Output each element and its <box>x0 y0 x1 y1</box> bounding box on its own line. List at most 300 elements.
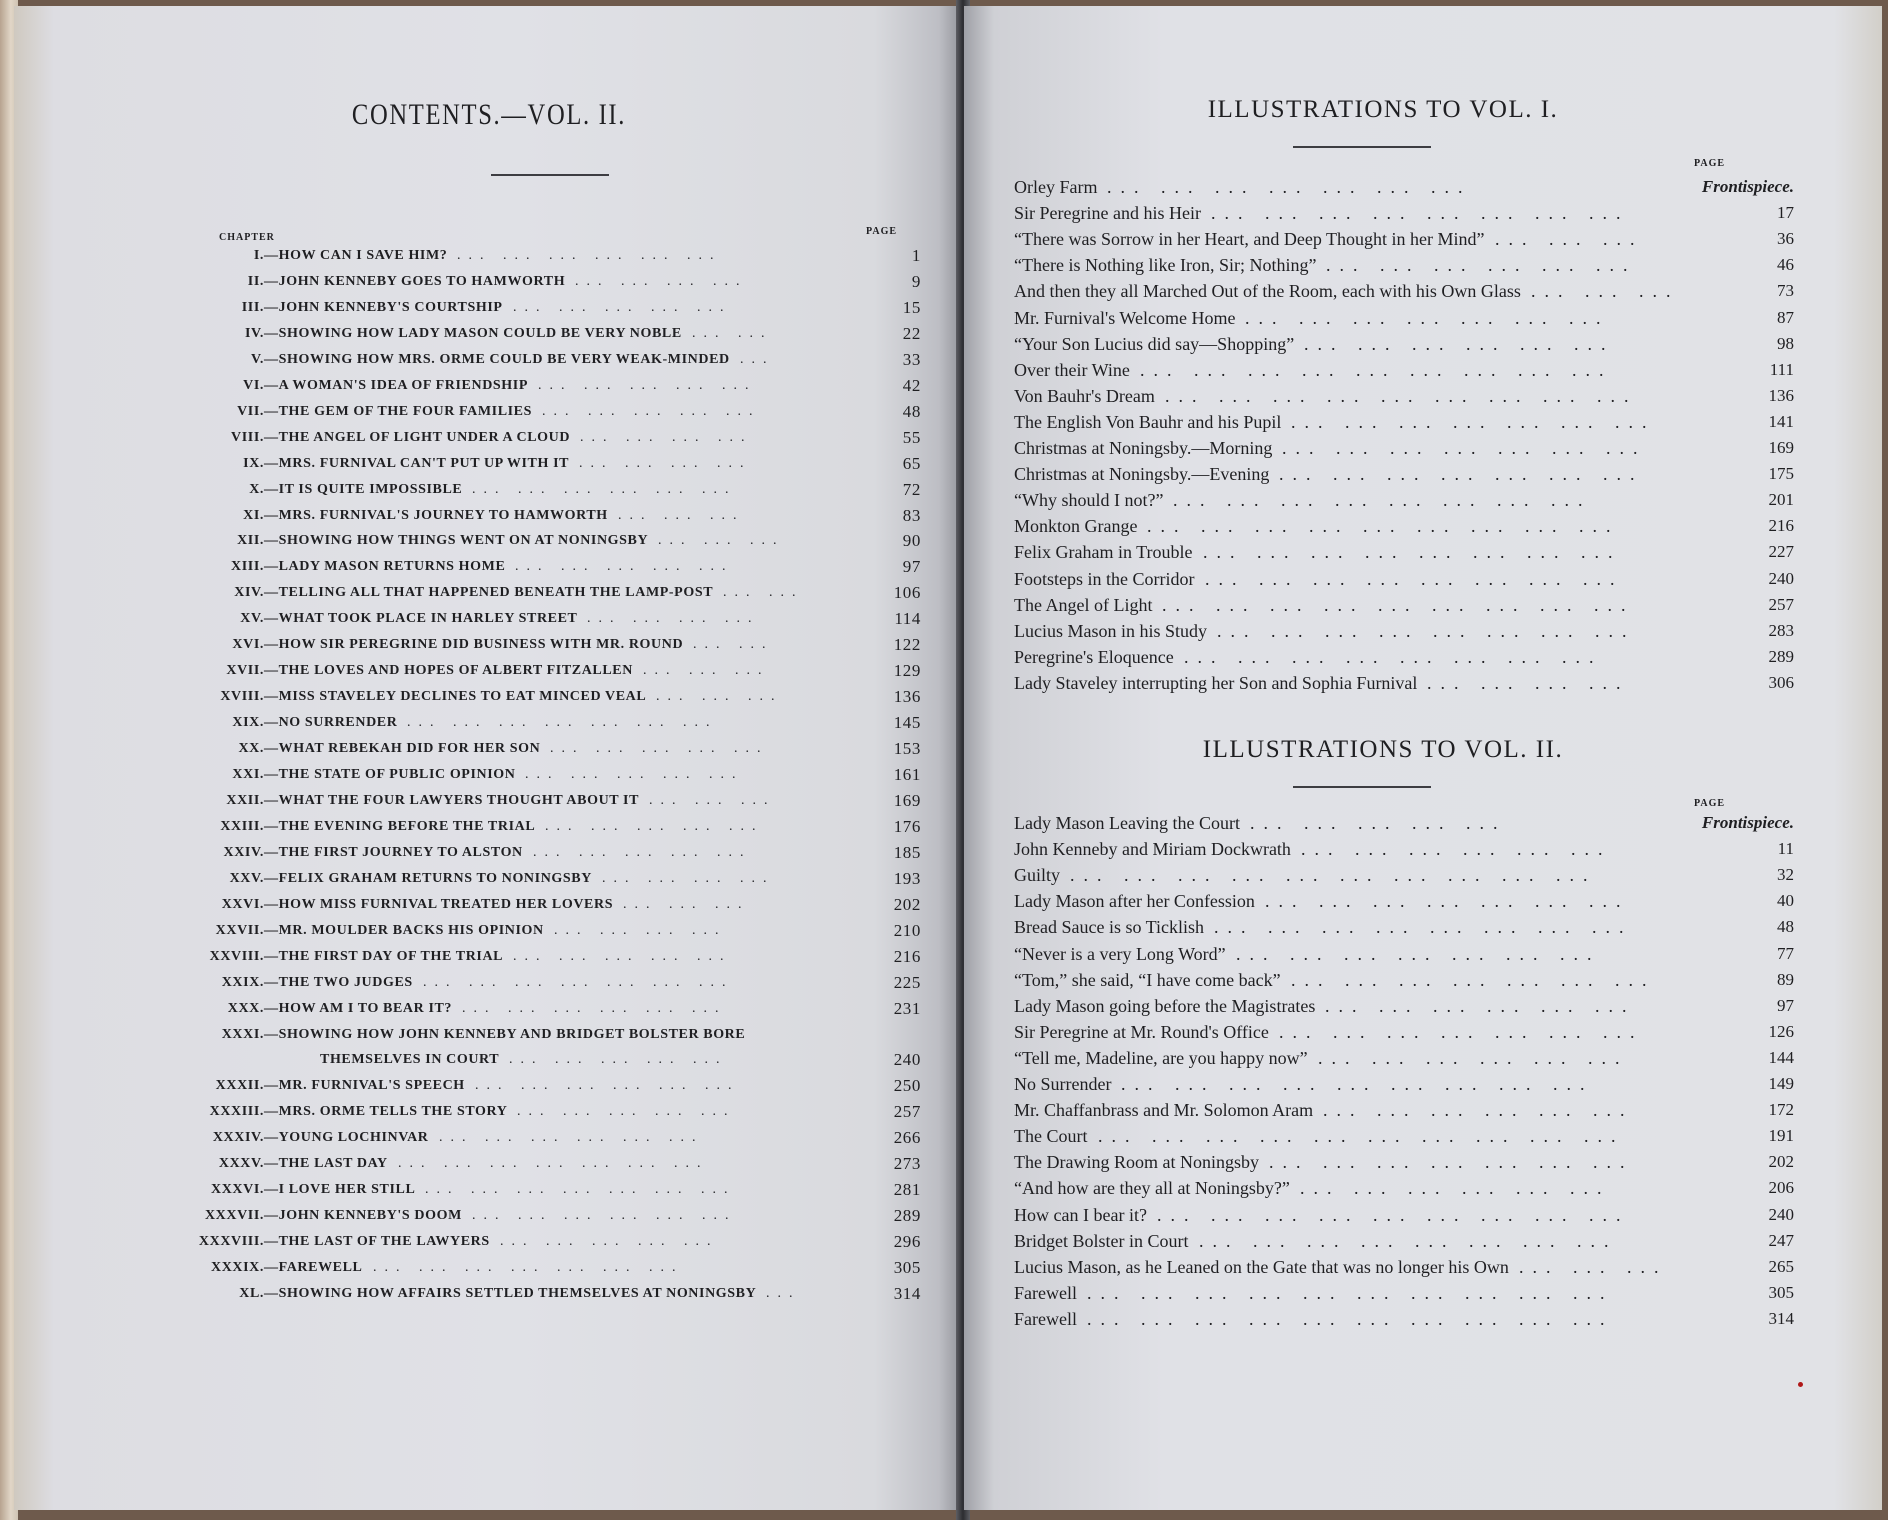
illustration-page-number: 247 <box>1768 1230 1794 1250</box>
chapter-number: III. <box>241 299 264 315</box>
chapter-page-number: 90 <box>902 531 921 551</box>
illustration-page-number: 77 <box>1777 943 1794 963</box>
chapter-number: XXXI. <box>221 1026 264 1042</box>
illustration-title: The Drawing Room at Noningsby <box>1014 1152 1259 1173</box>
chapter-page-number: 129 <box>893 661 921 681</box>
chapter-title: —WHAT THE FOUR LAWYERS THOUGHT ABOUT IT <box>264 792 640 808</box>
right-page-illustrations <box>964 6 1882 1510</box>
chapter-title: —LADY MASON RETURNS HOME <box>264 559 506 575</box>
illustration-title: Orley Farm <box>1014 177 1098 197</box>
illustration-title: No Surrender <box>1014 1074 1112 1094</box>
illustration-title: Footsteps in the Corridor <box>1014 568 1195 589</box>
chapter-title: —SHOWING HOW AFFAIRS SETTLED THEMSELVES AT NONINGSBY <box>264 1286 757 1301</box>
chapter-page-number: 1 <box>911 246 921 265</box>
chapter-page-number: 153 <box>893 739 921 759</box>
chapter-title: —HOW SIR PEREGRINE DID BUSINESS WITH MR. ROUND <box>264 637 684 653</box>
illustrations-vol1-heading: ILLUSTRATIONS TO VOL. I. <box>1207 96 1559 123</box>
chapter-number: XXXVI. <box>211 1182 264 1198</box>
chapter-title: —A WOMAN'S IDEA OF FRIENDSHIP <box>264 377 528 393</box>
chapter-title: —MR. FURNIVAL'S SPEECH <box>264 1078 465 1094</box>
chapter-page-number: 42 <box>902 375 921 395</box>
chapter-page-number: 106 <box>893 583 921 603</box>
illustration-title: Lady Staveley interrupting her Son and Sophia Furnival <box>1014 672 1418 693</box>
chapter-number: XXXVII. <box>204 1208 264 1224</box>
chapter-title: —I LOVE HER STILL <box>264 1182 416 1198</box>
illustration-row <box>1014 566 1794 592</box>
illustration-row <box>1014 278 1794 304</box>
illustration-page-number: 289 <box>1768 646 1794 666</box>
chapter-number: XI. <box>243 507 264 523</box>
chapter-title: —JOHN KENNEBY'S COURTSHIP <box>264 299 503 315</box>
chapter-page-number: 161 <box>893 765 921 784</box>
chapter-title: —THE STATE OF PUBLIC OPINION <box>264 767 516 782</box>
chapter-page-number: 65 <box>902 453 921 473</box>
chapter-page-number: 273 <box>893 1154 921 1174</box>
illustration-page-number: 144 <box>1768 1047 1794 1067</box>
chapter-page-number: 55 <box>902 427 921 447</box>
chapter-title: —SHOWING HOW JOHN KENNEBY AND BRIDGET BOLSTER BORE <box>264 1026 746 1042</box>
illustration-title: “There is Nothing like Iron, Sir; Nothing” <box>1014 255 1317 276</box>
chapter-page-number: 202 <box>893 894 921 914</box>
chapter-page-number: 250 <box>893 1076 921 1096</box>
chapter-number: VIII. <box>231 429 264 445</box>
illustration-title: Farewell <box>1014 1308 1077 1329</box>
chapter-title: —THE ANGEL OF LIGHT UNDER A CLOUD <box>264 429 571 445</box>
illustration-title: Christmas at Noningsby.—Morning <box>1014 438 1273 458</box>
chapter-title: —FELIX GRAHAM RETURNS TO NONINGSBY <box>264 870 592 886</box>
illustration-title: Sir Peregrine at Mr. Round's Office <box>1014 1021 1269 1042</box>
chapter-title: —HOW CAN I SAVE HIM? <box>264 248 448 263</box>
dot-leader: ... ... ... ... ... ... <box>457 248 722 263</box>
chapter-title: —THE FIRST JOURNEY TO ALSTON <box>264 844 523 860</box>
contents-row <box>14 244 944 268</box>
illustration-row <box>1014 810 1794 836</box>
illustration-row <box>1014 1228 1794 1254</box>
contents-row <box>14 478 944 502</box>
chapter-title: —THE EVENING BEFORE THE TRIAL <box>264 818 536 834</box>
illustration-row <box>1014 644 1794 670</box>
illustration-row <box>1014 513 1794 539</box>
illustration-title: The Angel of Light <box>1014 594 1153 615</box>
dot-leader: ... ... ... ... ... ... ... <box>1291 969 1656 990</box>
chapter-title: —THE LAST DAY <box>264 1156 388 1172</box>
illustration-title: Lucius Mason, as he Leaned on the Gate that was no longer his Own <box>1014 1256 1509 1277</box>
chapter-number: XIX. <box>232 715 264 731</box>
dot-leader: ... ... <box>692 325 773 341</box>
chapter-number: XXII. <box>226 792 264 808</box>
dot-leader: ... ... ... ... ... ... <box>1326 255 1637 276</box>
contents-row <box>14 581 944 605</box>
contents-row <box>14 841 944 865</box>
chapter-number: XVI. <box>232 637 264 653</box>
chapter-page-number: 281 <box>893 1180 921 1200</box>
dot-leader: ... ... ... ... ... ... ... ... ... ... <box>1087 1282 1614 1303</box>
illustration-title: Christmas at Noningsby.—Evening <box>1014 464 1270 485</box>
heading-rule <box>491 174 609 176</box>
chapter-page-number: 169 <box>893 790 921 810</box>
contents-row <box>14 815 944 839</box>
chapter-page-number: 114 <box>894 609 921 629</box>
chapter-page-number: 15 <box>902 297 921 317</box>
contents-row <box>14 529 944 553</box>
dot-leader: ... ... ... ... <box>554 922 727 938</box>
dot-leader: ... ... ... ... ... ... <box>1318 1047 1629 1068</box>
chapter-number: XVII. <box>226 663 264 679</box>
vol2-heading-rule <box>1293 786 1431 788</box>
illustration-page-number: 111 <box>1769 359 1794 379</box>
vol2-page-label: PAGE <box>1694 798 1726 809</box>
illustration-row <box>1014 331 1794 357</box>
dot-leader: ... ... ... ... <box>587 611 760 627</box>
chapter-title: —MRS. ORME TELLS THE STORY <box>264 1104 508 1120</box>
chapter-number: XIII. <box>231 559 264 575</box>
contents-row <box>14 322 944 346</box>
illustration-title: Peregrine's Eloquence <box>1014 646 1174 667</box>
chapter-number: XXIV. <box>223 844 264 860</box>
dot-leader: ... ... ... ... ... ... <box>1304 333 1615 354</box>
contents-row <box>14 711 944 735</box>
illustration-title: Guilty <box>1014 865 1061 886</box>
chapter-page-number: 9 <box>911 271 921 291</box>
contents-row <box>14 400 944 424</box>
illustration-title: Bread Sauce is so Ticklish <box>1014 917 1205 938</box>
illustration-page-number: 40 <box>1777 891 1794 911</box>
chapter-number: IX. <box>243 455 264 471</box>
dot-leader: ... ... ... ... <box>580 429 753 445</box>
contents-row <box>14 1023 944 1047</box>
chapter-page-number: 22 <box>902 323 921 343</box>
illustration-row <box>1014 1097 1794 1123</box>
chapter-page-number: 83 <box>902 505 921 525</box>
illustration-row <box>1014 1254 1794 1280</box>
dot-leader: ... ... ... ... ... ... ... ... ... <box>1162 594 1635 615</box>
chapter-page-number: 136 <box>893 687 921 707</box>
dot-leader: ... ... ... ... ... ... ... <box>1236 943 1601 964</box>
dot-leader: ... ... ... ... ... <box>1250 813 1507 833</box>
contents-row <box>14 737 944 761</box>
dot-leader: ... ... ... ... ... ... ... ... <box>1205 568 1624 589</box>
dot-leader: ... ... ... ... ... ... <box>472 481 737 497</box>
chapter-title: —WHAT REBEKAH DID FOR HER SON <box>264 741 541 757</box>
illustration-title: Sir Peregrine and his Heir <box>1014 203 1201 224</box>
dot-leader: ... ... ... ... ... ... ... ... ... ... <box>1087 1308 1614 1329</box>
chapter-title: —IT IS QUITE IMPOSSIBLE <box>264 481 463 497</box>
chapter-number: XXVII. <box>215 922 264 938</box>
illustration-page-number: 73 <box>1777 281 1794 301</box>
illustration-title: “Never is a very Long Word” <box>1014 943 1226 964</box>
chapter-number: IV. <box>244 325 264 341</box>
dot-leader: ... ... ... ... ... ... ... ... <box>1214 917 1633 938</box>
dot-leader: ... ... ... <box>649 792 776 808</box>
contents-row <box>14 789 944 813</box>
illustration-title: “And how are they all at Noningsby?” <box>1014 1178 1290 1199</box>
illustration-title: Farewell <box>1014 1282 1077 1303</box>
chapter-title: —THE FIRST DAY OF THE TRIAL <box>264 948 504 964</box>
chapter-number: XX. <box>238 741 264 757</box>
contents-row <box>14 1282 944 1306</box>
dot-leader: ... ... ... ... ... ... <box>462 1000 727 1016</box>
illustration-row <box>1014 1123 1794 1149</box>
illustration-row <box>1014 888 1794 914</box>
illustration-title: Bridget Bolster in Court <box>1014 1230 1189 1251</box>
illustration-page-number: 136 <box>1768 385 1794 405</box>
illustration-page-number: 32 <box>1777 865 1794 885</box>
contents-row <box>14 1230 944 1254</box>
illustration-page-number: 141 <box>1768 411 1794 431</box>
chapter-title: —NO SURRENDER <box>264 715 398 731</box>
vol1-page-label: PAGE <box>1694 158 1726 169</box>
illustration-title: The Court <box>1014 1126 1088 1147</box>
dot-leader: ... ... ... ... ... ... ... ... <box>1184 646 1603 667</box>
illustration-page-number: 87 <box>1777 307 1794 327</box>
chapter-page-number: 33 <box>902 349 921 369</box>
chapter-page-number: 193 <box>893 868 921 888</box>
dot-leader: ... ... ... <box>1519 1256 1668 1277</box>
illustration-page-number: 48 <box>1777 917 1794 937</box>
dot-leader: ... ... ... ... ... ... <box>1300 1178 1611 1199</box>
chapter-page-number: 185 <box>893 842 921 862</box>
illustration-row <box>1014 200 1794 226</box>
illustration-page-number: Frontispiece. <box>1701 813 1794 832</box>
chapter-page-number: 210 <box>893 920 921 940</box>
contents-row <box>14 1178 944 1202</box>
chapter-page-number: 305 <box>893 1258 921 1278</box>
contents-row <box>14 1074 944 1098</box>
illustration-page-number: 240 <box>1768 568 1794 588</box>
illustration-page-number: 169 <box>1768 438 1794 457</box>
dot-leader: ... ... ... ... ... ... <box>439 1130 704 1146</box>
dot-leader: ... ... ... ... <box>602 870 775 886</box>
dot-leader: ... ... ... ... ... ... ... ... ... <box>1157 1204 1630 1225</box>
dot-leader: ... ... ... ... ... ... <box>475 1078 740 1094</box>
dot-leader: ... ... ... ... ... ... ... <box>425 1182 736 1198</box>
chapter-page-number: 266 <box>893 1128 921 1148</box>
dot-leader: ... ... ... ... ... ... <box>1323 1100 1634 1121</box>
illustration-row <box>1014 1280 1794 1306</box>
chapter-number: V. <box>250 351 264 367</box>
illustration-page-number: 265 <box>1768 1256 1794 1276</box>
illustration-row <box>1014 383 1794 409</box>
dot-leader: ... ... ... ... ... ... ... ... <box>1199 1230 1618 1251</box>
dot-leader: ... ... ... <box>1531 281 1680 302</box>
dot-leader: ... ... ... <box>618 507 745 523</box>
dot-leader: ... ... ... <box>656 689 783 705</box>
chapter-number: XVIII. <box>220 689 264 705</box>
chapter-number: XXI. <box>232 767 264 782</box>
contents-row <box>14 919 944 943</box>
dot-leader: ... ... ... ... ... ... ... ... ... <box>1140 359 1613 380</box>
illustration-row <box>1014 461 1794 487</box>
dot-leader: ... ... ... ... ... ... ... <box>1291 411 1656 432</box>
illustration-title: “Your Son Lucius did say—Shopping” <box>1014 333 1295 354</box>
dot-leader: ... ... ... ... <box>1427 672 1630 693</box>
dot-leader: ... <box>740 351 775 367</box>
illustration-row <box>1014 1019 1794 1045</box>
dot-leader: ... ... ... ... ... <box>513 299 732 315</box>
illustration-page-number: 191 <box>1768 1126 1794 1146</box>
dot-leader: ... ... ... ... ... <box>525 767 744 782</box>
illustration-page-number: 201 <box>1768 490 1794 510</box>
chapter-page-number: 176 <box>893 816 921 836</box>
contents-row <box>14 1152 944 1176</box>
chapter-number: XL. <box>239 1286 264 1301</box>
chapter-number: XXXV. <box>218 1156 264 1172</box>
illustration-page-number: 257 <box>1768 594 1794 614</box>
dot-leader: ... ... ... ... ... ... ... ... <box>1217 620 1636 641</box>
dot-leader: ... ... ... ... ... ... <box>472 1208 737 1224</box>
illustration-title: Von Bauhr's Dream <box>1014 385 1155 406</box>
contents-row <box>14 659 944 683</box>
chapter-title: —MRS. FURNIVAL'S JOURNEY TO HAMWORTH <box>264 507 608 523</box>
contents-row <box>14 893 944 917</box>
chapter-number: XXXIII. <box>209 1104 264 1120</box>
chapter-title: —THE TWO JUDGES <box>264 974 413 990</box>
illustration-row <box>1014 487 1794 513</box>
contents-heading: CONTENTS.—VOL. II. <box>351 98 627 131</box>
dot-leader: ... ... ... ... ... <box>515 559 734 575</box>
illustration-page-number: 306 <box>1768 672 1794 692</box>
chapter-page-number: 145 <box>893 713 921 733</box>
illustration-row <box>1014 967 1794 993</box>
illustration-title: “Tell me, Madeline, are you happy now” <box>1014 1047 1308 1068</box>
chapter-number: XII. <box>237 533 264 549</box>
dot-leader: ... ... ... ... ... ... ... <box>407 715 718 731</box>
contents-row <box>14 945 944 969</box>
chapter-title: —WHAT TOOK PLACE IN HARLEY STREET <box>264 611 578 627</box>
dot-leader: ... ... ... ... ... ... ... ... <box>1211 203 1630 224</box>
dot-leader: ... ... ... <box>1495 229 1644 250</box>
chapter-number: XXXIV. <box>212 1130 264 1146</box>
illustration-page-number: 283 <box>1768 620 1794 640</box>
dot-leader: ... ... ... ... ... <box>550 741 769 757</box>
illustration-title: John Kenneby and Miriam Dockwrath <box>1014 839 1291 860</box>
illustration-row <box>1014 592 1794 618</box>
contents-row <box>14 867 944 891</box>
chapter-title: —THE LAST OF THE LAWYERS <box>264 1234 490 1250</box>
illustrations-vol2-heading: ILLUSTRATIONS TO VOL. II. <box>1202 736 1564 763</box>
illustration-title: Mr. Chaffanbrass and Mr. Solomon Aram <box>1014 1100 1314 1121</box>
illustration-page-number: 172 <box>1768 1100 1794 1120</box>
illustration-row <box>1014 1306 1794 1332</box>
illustration-title: How can I bear it? <box>1014 1204 1147 1225</box>
dot-leader: ... ... ... ... ... ... ... ... ... <box>1121 1074 1594 1094</box>
vol1-heading-rule <box>1293 146 1431 148</box>
chapter-number: VII. <box>237 403 264 419</box>
dot-leader: ... ... ... ... ... ... ... ... ... <box>1147 516 1620 537</box>
illustration-row <box>1014 670 1794 696</box>
dot-leader: ... ... ... ... ... ... ... ... ... ... <box>1070 865 1597 886</box>
dot-leader: ... ... ... <box>623 896 750 912</box>
dot-leader: ... ... ... ... ... <box>513 948 732 964</box>
contents-row <box>14 426 944 450</box>
contents-row <box>14 270 944 294</box>
chapter-title: —HOW MISS FURNIVAL TREATED HER LOVERS <box>264 896 614 912</box>
contents-row <box>14 1204 944 1228</box>
illustration-page-number: 98 <box>1777 333 1794 353</box>
chapter-number: XXXVIII. <box>198 1234 264 1250</box>
illustration-page-number: 240 <box>1768 1204 1794 1224</box>
illustration-title: Lady Mason going before the Magistrates <box>1014 995 1316 1016</box>
illustration-title: And then they all Marched Out of the Room, each with his Own Glass <box>1014 281 1521 302</box>
dot-leader: ... ... ... ... ... ... ... <box>1269 1152 1634 1173</box>
illustration-row <box>1014 941 1794 967</box>
dot-leader: ... ... ... ... ... ... ... <box>1279 464 1644 485</box>
chapter-page-number: 225 <box>893 972 921 992</box>
chapter-title: —SHOWING HOW LADY MASON COULD BE VERY NOBLE <box>264 325 682 341</box>
contents-row <box>14 633 944 657</box>
illustration-row <box>1014 409 1794 435</box>
chapter-number: XXV. <box>229 870 264 886</box>
illustration-row <box>1014 914 1794 940</box>
illustration-page-number: 11 <box>1777 839 1794 859</box>
dot-leader: ... ... ... ... ... ... <box>1325 995 1636 1016</box>
chapter-number: XXIX. <box>221 974 264 990</box>
illustration-title: Lady Mason Leaving the Court <box>1014 813 1240 833</box>
chapter-title: THEMSELVES IN COURT <box>320 1052 500 1068</box>
illustration-page-number: 314 <box>1768 1308 1794 1328</box>
chapter-number: XXVIII. <box>209 948 264 964</box>
illustration-row <box>1014 836 1794 862</box>
dot-leader: ... ... ... ... ... ... ... <box>1282 438 1647 458</box>
contents-row <box>14 1126 944 1150</box>
contents-row <box>14 685 944 709</box>
chapter-title: —SHOWING HOW MRS. ORME COULD BE VERY WEAK-MINDED <box>264 351 730 367</box>
chapter-page-number: 289 <box>893 1206 921 1226</box>
page-label: PAGE <box>866 226 898 237</box>
contents-row <box>14 348 944 372</box>
contents-row <box>14 763 944 787</box>
dot-leader: ... ... ... ... ... <box>509 1052 728 1068</box>
illustration-row <box>1014 1149 1794 1175</box>
contents-row <box>14 607 944 631</box>
chapter-number: XV. <box>240 611 264 627</box>
illustration-row <box>1014 862 1794 888</box>
chapter-number: VI. <box>243 377 264 393</box>
illustration-title: Mr. Furnival's Welcome Home <box>1014 307 1236 328</box>
dot-leader: ... ... ... ... ... ... <box>1301 839 1612 860</box>
chapter-page-number: 122 <box>893 635 921 655</box>
dot-leader: ... ... ... ... ... ... ... ... <box>1203 542 1622 563</box>
chapter-title: —JOHN KENNEBY GOES TO HAMWORTH <box>264 273 566 289</box>
dot-leader: ... ... ... ... ... ... ... ... <box>1173 490 1592 511</box>
illustration-title: “Why should I not?” <box>1014 490 1164 511</box>
chapter-page-number: 257 <box>893 1102 921 1122</box>
chapter-number: I. <box>253 248 264 263</box>
illustration-page-number: 206 <box>1768 1178 1794 1198</box>
contents-row <box>14 452 944 476</box>
illustration-row <box>1014 993 1794 1019</box>
dot-leader: ... ... ... ... ... ... ... <box>1265 891 1630 912</box>
illustration-page-number: 46 <box>1777 255 1794 275</box>
left-page-contents <box>14 6 964 1510</box>
illustration-title: “There was Sorrow in her Heart, and Deep Thought in her Mind” <box>1014 229 1485 250</box>
contents-row <box>14 1256 944 1280</box>
dot-leader: ... ... ... ... ... ... ... <box>1107 177 1472 197</box>
contents-row <box>14 296 944 320</box>
contents-row <box>14 555 944 579</box>
chapter-title: —YOUNG LOCHINVAR <box>264 1130 429 1146</box>
illustration-title: Felix Graham in Trouble <box>1014 542 1193 563</box>
illustration-page-number: Frontispiece. <box>1701 177 1794 196</box>
chapter-number: XXX. <box>227 1000 264 1016</box>
dot-leader: ... ... ... ... ... <box>500 1234 719 1250</box>
illustration-page-number: 227 <box>1768 542 1794 562</box>
dot-leader: ... ... ... ... ... ... ... <box>373 1260 684 1276</box>
chapter-title: —THE GEM OF THE FOUR FAMILIES <box>264 403 532 419</box>
dot-leader: ... ... ... ... ... ... ... <box>398 1156 709 1172</box>
chapter-page-number: 216 <box>893 946 921 966</box>
chapter-title: —MISS STAVELEY DECLINES TO EAT MINCED VEAL <box>264 689 647 705</box>
